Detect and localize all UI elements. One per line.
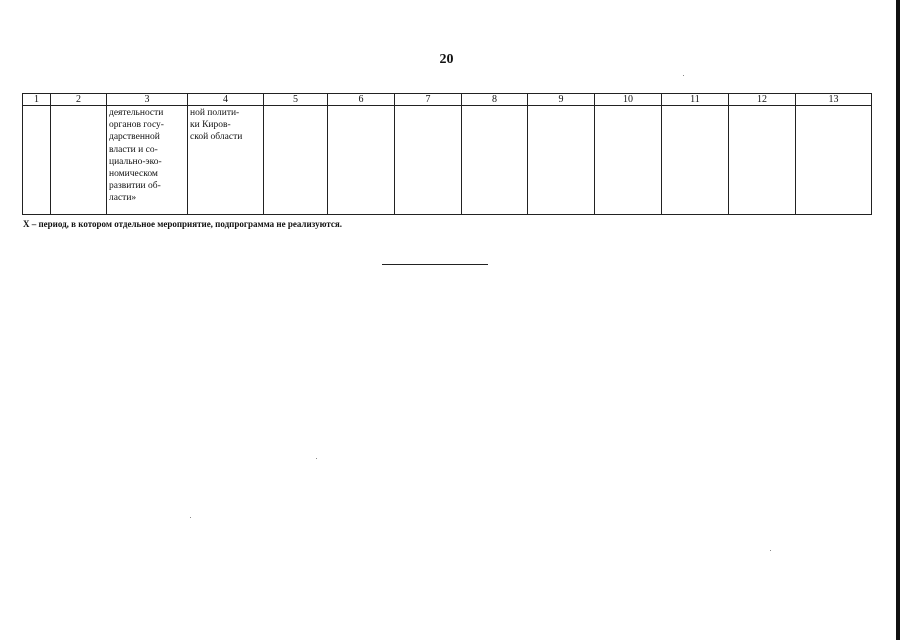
table-cell [23, 106, 51, 215]
column-number: 2 [51, 94, 107, 106]
table-cell [188, 106, 264, 215]
scan-speck [316, 458, 317, 459]
cell-text [395, 106, 461, 107]
column-number: 8 [462, 94, 528, 106]
cell-text [796, 106, 871, 107]
table-cell [662, 106, 729, 215]
column-number: 12 [729, 94, 796, 106]
column-number: 9 [528, 94, 595, 106]
cell-text [328, 106, 394, 107]
table-cell [395, 106, 462, 215]
cell-text [528, 106, 594, 107]
table-cell [107, 106, 188, 215]
column-number: 4 [188, 94, 264, 106]
table-cell [264, 106, 328, 215]
table-cell [462, 106, 528, 215]
continuation-table [22, 93, 872, 215]
table-cell [528, 106, 595, 215]
cell-text [462, 106, 527, 107]
cell-text [264, 106, 327, 107]
column-number: 10 [595, 94, 662, 106]
end-divider [382, 264, 488, 265]
cell-text [51, 106, 106, 107]
cell-text [662, 106, 728, 107]
scan-speck [770, 550, 771, 551]
cell-text [23, 106, 50, 107]
table-row [23, 106, 872, 215]
cell-text [595, 106, 661, 107]
page-number: 20 [439, 52, 454, 67]
column-number: 6 [328, 94, 395, 106]
table-cell [796, 106, 872, 215]
cell-text: ной полити- ки Киров- ской области [190, 108, 243, 143]
scan-speck [683, 75, 684, 76]
footnote: Х – период, в котором отдельное мероприятие, подпрограмма не реализуются. [23, 219, 342, 229]
table-cell [595, 106, 662, 215]
table-cell [328, 106, 395, 215]
column-number-row [23, 94, 872, 106]
table-cell [729, 106, 796, 215]
column-number: 11 [662, 94, 729, 106]
column-number: 1 [23, 94, 51, 106]
column-number: 5 [264, 94, 328, 106]
scan-border [896, 0, 900, 640]
cell-text [729, 106, 795, 107]
column-number: 13 [796, 94, 872, 106]
scan-speck [190, 517, 191, 518]
table-cell [51, 106, 107, 215]
column-number: 7 [395, 94, 462, 106]
column-number: 3 [107, 94, 188, 106]
cell-text: деятельности органов госу- дарственной власти и со- циально-эко- номическом развитии об- ласти» [109, 108, 164, 204]
